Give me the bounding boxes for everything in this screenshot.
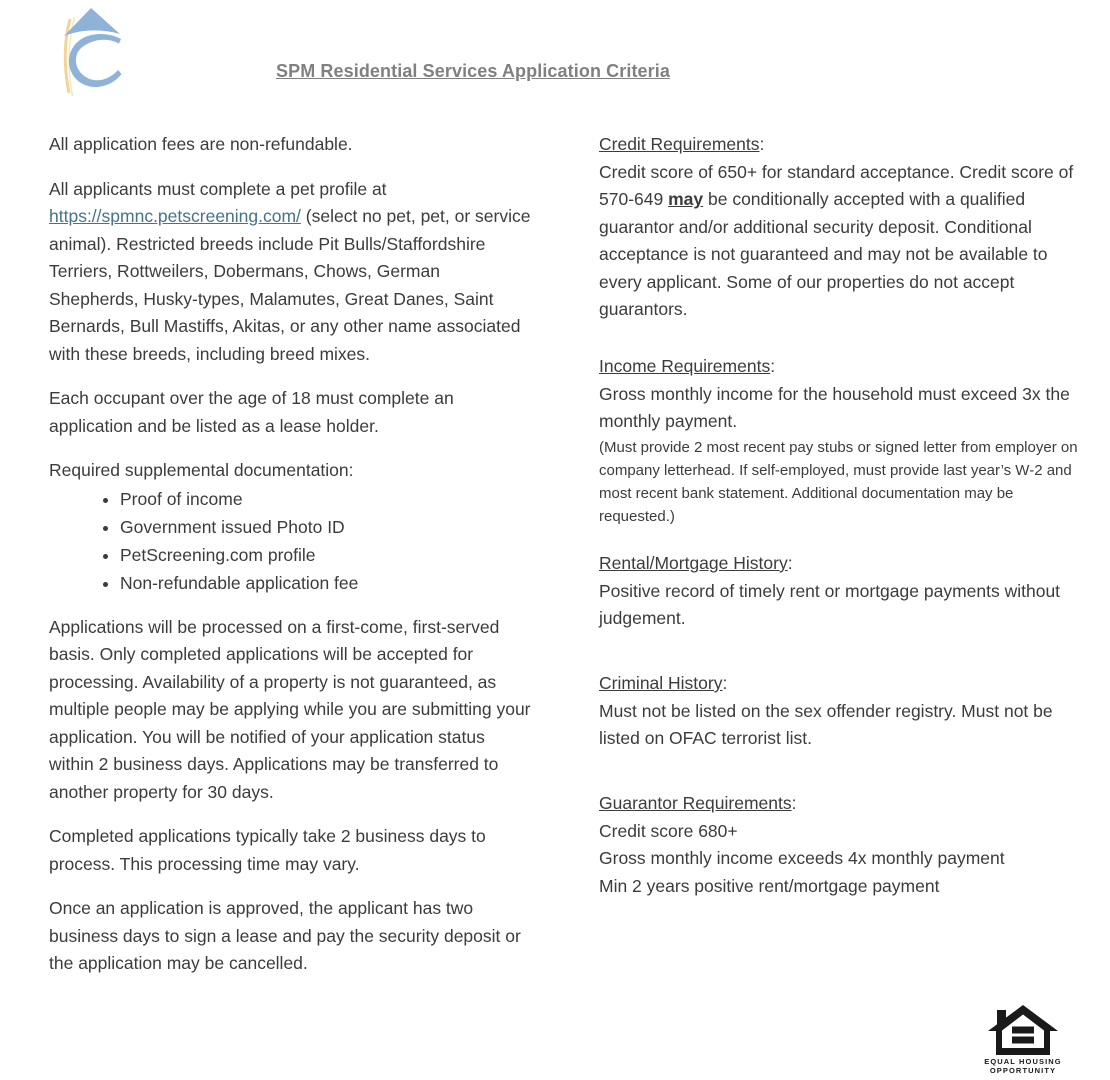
page-title: SPM Residential Services Application Criteria bbox=[276, 61, 670, 81]
income-requirements-note: (Must provide 2 most recent pay stubs or signed letter from employer on company letterhead. If self-employed, must provide last year’s W-2 and most recent bank statement. Additional documentation may be requested.) bbox=[599, 438, 1078, 525]
section-guarantor-requirements bbox=[599, 790, 1081, 900]
criminal-history-body: Must not be listed on the sex offender registry. Must not be listed on OFAC terrorist list. bbox=[599, 700, 1053, 748]
petscreening-link[interactable]: https://spmnc.petscreening.com/ bbox=[49, 206, 301, 226]
company-logo bbox=[57, 6, 129, 102]
rental-history-heading: Rental/Mortgage History: bbox=[599, 553, 793, 573]
credit-requirements-heading: Credit Requirements: bbox=[599, 134, 765, 154]
list-item: • Proof of income bbox=[120, 485, 531, 513]
credit-requirements-body: Credit score of 650+ for standard acceptance. Credit score of 570-649 may be conditionally accepted with a qualified guarantor and/or additional security deposit. Conditional acceptance is not guaranteed and may not be available to every applicant. Some of our properties do not accept guarantors. bbox=[599, 161, 1074, 319]
guarantor-line: Credit score 680+ bbox=[599, 820, 738, 841]
section-criminal-history bbox=[599, 670, 1081, 753]
rental-history-body: Positive record of timely rent or mortgage payments without judgement. bbox=[599, 580, 1061, 628]
list-item: • Non-refundable application fee bbox=[120, 569, 531, 597]
paragraph-approval: Once an application is approved, the applicant has two business days to sign a lease and pay the security deposit or the application may be cancelled. bbox=[49, 898, 521, 973]
equal-housing-house-icon bbox=[987, 1005, 1059, 1055]
credit-emphasis-may: may bbox=[668, 189, 704, 209]
paragraph-pet-policy bbox=[49, 176, 531, 369]
paragraph-docs-intro: Required supplemental documentation: bbox=[49, 460, 354, 480]
right-column bbox=[599, 131, 1081, 1080]
guarantor-requirements-heading: Guarantor Requirements: bbox=[599, 793, 797, 813]
paragraph-occupants: Each occupant over the age of 18 must complete an application and be listed as a lease holder. bbox=[49, 388, 454, 436]
list-item: • PetScreening.com profile bbox=[120, 541, 531, 569]
left-column bbox=[49, 131, 531, 995]
pet-policy-text-before: All applicants must complete a pet profile at bbox=[49, 178, 387, 199]
section-income-requirements bbox=[599, 353, 1081, 528]
criminal-history-heading: Criminal History: bbox=[599, 673, 728, 693]
section-credit-requirements bbox=[599, 131, 1081, 324]
income-requirements-body: Gross monthly income for the household must exceed 3x the monthly payment. bbox=[599, 383, 1070, 431]
list-item: • Government issued Photo ID bbox=[120, 513, 531, 541]
paragraph-fees: All application fees are non-refundable. bbox=[49, 134, 353, 154]
paragraph-processing: Applications will be processed on a first-come, first-served basis. Only completed applications will be accepted for processing. Availability of a property is not guaranteed, as multiple people may be applying while you are submitting your application. You will be notified of your application status within 2 business days. Applications may be transferred to another property for 30 days. bbox=[49, 616, 531, 802]
supplemental-docs-list bbox=[49, 485, 531, 597]
guarantor-line: Min 2 years positive rent/mortgage payment bbox=[599, 875, 940, 896]
paragraph-timeline: Completed applications typically take 2 business days to process. This processing time may vary. bbox=[49, 826, 486, 874]
equal-housing-text: EQUAL HOUSING OPPORTUNITY bbox=[984, 1057, 1062, 1075]
equal-housing-logo bbox=[980, 1005, 1066, 1075]
company-logo-icon bbox=[57, 6, 129, 102]
guarantor-line: Gross monthly income exceeds 4x monthly payment bbox=[599, 848, 1005, 868]
income-requirements-heading: Income Requirements: bbox=[599, 356, 776, 376]
section-rental-mortgage-history bbox=[599, 550, 1081, 633]
pet-policy-text-after: (select no pet, pet, or service animal). Restricted breeds include Pit Bulls/Staffordshire Terriers, Rottweilers, Dobermans, Chows, German Shepherds, Husky-types, Malamutes, Great Danes, Saint Bernards, Bull Mastiffs, Akitas, or any other name associated with these breeds, including breed mixes. bbox=[49, 206, 531, 364]
